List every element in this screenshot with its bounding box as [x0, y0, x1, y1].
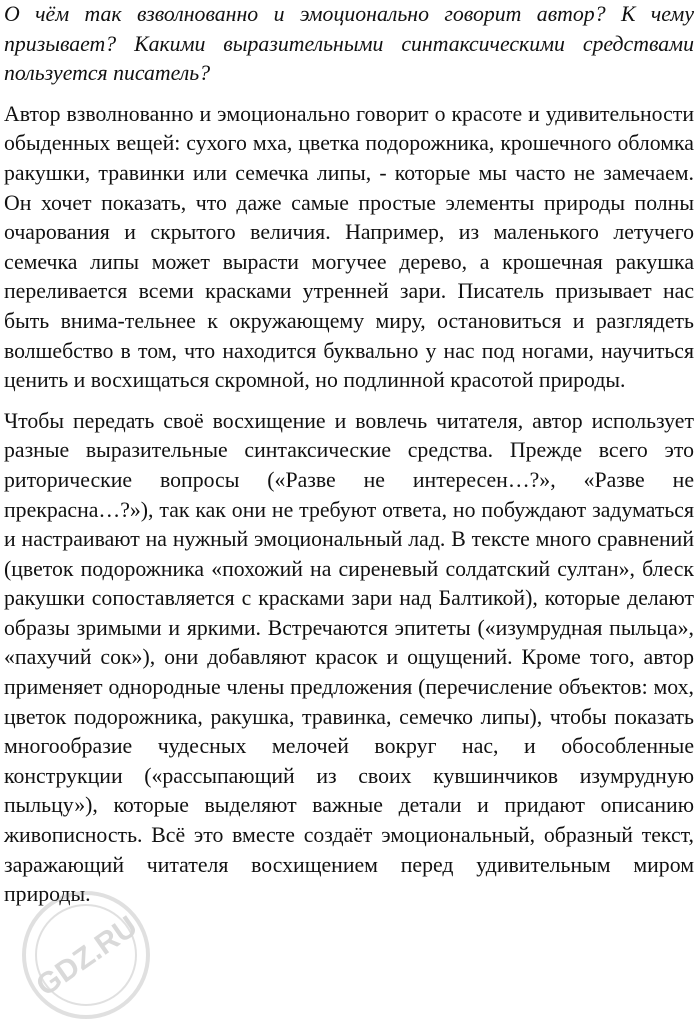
task-question: О чём так взволнованно и эмоционально говорит автор? К чему призывает? Какими выразительными синтаксическими средствами пользуется писатель?	[4, 2, 694, 86]
watermark-text: GDZ.RU	[30, 909, 144, 1003]
document-page	[4, 0, 694, 921]
answer-paragraph-2: Чтобы передать своё восхищение и вовлечь читателя, автор использует разные выразительные синтаксические средства. Прежде всего это риторические вопросы («Разве не интересен…?», «Разве не прекрасна…?»), так как они не требуют ответа, но побуждают задуматься и настраивают на нужный эмоциональный лад. В тексте много сравнений (цветок подорожника «похожий на сиреневый солдатский султан», блеск ракушки сопоставляется с красками зари над Балтикой), которые делают образы зримыми и яркими. Встречаются эпитеты («изумрудная пыльца», «пахучий сок»), они добавляют красок и ощущений. Кроме того, автор применяет однородные члены предложения (перечисление объектов: мох, цветок подорожника, ракушка, травинка, семечко липы), чтобы показать многообразие чудесных мелочей вокруг нас, и обособленные конструкции («рассыпающий из своих кувшинчиков изумрудную пыльцу»), которые выделяют важные детали и придают описанию живописность. Всё это вместе создаёт эмоциональный, образный текст, заражающий читателя восхищением перед удивительным миром природы.	[4, 408, 694, 907]
answer-paragraph-1: Автор взволнованно и эмоционально говорит о красоте и удивительности обыденных вещей: сухого мха, цветка подорожника, крошечного обломка ракушки, травинки или семечка липы, - которые мы часто не замечаем. Он хочет показать, что даже самые простые элементы природы полны очарования и скрытого величия. Например, из маленького летучего семечка липы может вырасти могучее дерево, а крошечная ракушка переливается всеми красками утренней зари. Писатель призывает нас быть внима-тельнее к окружающему миру, остановиться и разглядеть волшебство в том, что находится буквально у нас под ногами, научиться ценить и восхищаться скромной, но подлинной красотой природы.	[4, 101, 694, 393]
